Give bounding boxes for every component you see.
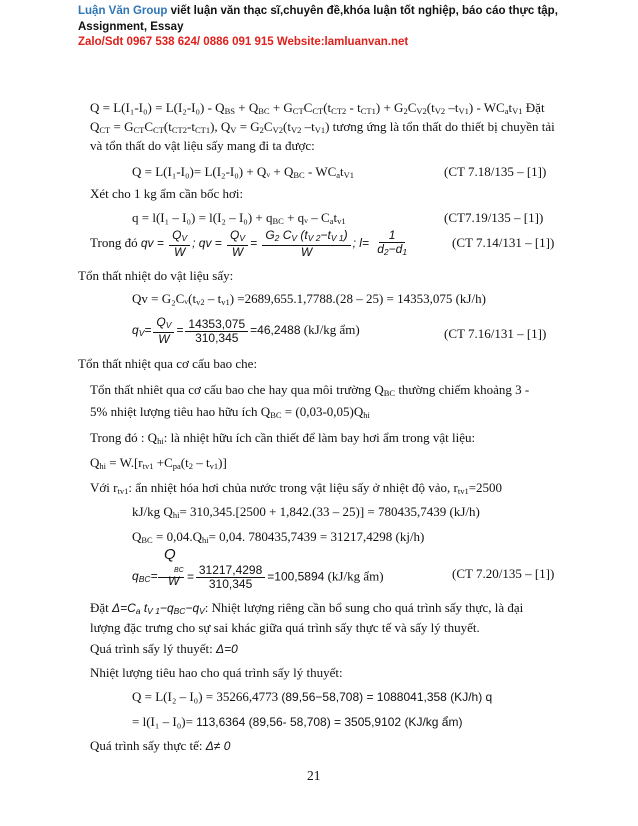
paragraph-text: Quá trình sấy thực tế: Δ≠ 0 — [90, 738, 231, 753]
brand-name: Luận Văn Group — [78, 5, 168, 17]
equation-ct716: $q_V=$ $\frac{Q_V}{W}$ = $\frac{14353,075}{310,345}$ =46,2488 (kJ/kg ẩm) — [132, 315, 360, 347]
section-heading: Tổn thất nhiệt qua cơ cấu bao che: — [78, 356, 258, 371]
formula-reference: (CT 7.18/135 – [1]) — [444, 164, 547, 179]
page-number: 21 — [307, 768, 321, 783]
q-ct-definition: $Q_{CT} = G_{CT}C_{CT}(t_{CT2}-t_{CT1})$, $Q_V = G_2C_{V2}(t_{V2}$ $-t_{V1}$) tương ứng là tổn thất do thiết bị chuyền tải — [90, 119, 555, 135]
formula-reference: (CT 7.20/135 – [1]) — [452, 566, 555, 581]
header-line-2: Assignment, Essay — [78, 20, 184, 33]
paragraph-text: Với $r_{tv1}$: ẩn nhiệt hóa hơi chủa nước trong vật liệu sấy ở nhiệt độ vảo, $r_{tv1}=2500$ — [90, 480, 503, 496]
formula-reference: (CT 7.16/131 – [1]) — [444, 326, 547, 341]
paragraph-text: Tổn thất nhiêt qua cơ cấu bao che hay qua môi trường $Q_{BC}$ thường chiếm khoảng 3 - — [90, 382, 530, 398]
equation-qbc: $Q_{BC} = 0,04.Q_{hi}= 0,04$. 780435,7439 = 31217,4298 (kj/h) — [132, 529, 425, 545]
equation-ct719: $q = l(I_1 - I_0) = l(I_2 - I_0) + q_{BC}$ + qᵥ – $C_at_{v1}$ — [132, 210, 346, 226]
formula-reference: (CT 7.14/131 – [1]) — [452, 235, 555, 250]
section-heading: Tổn thất nhiệt do vật liệu sấy: — [78, 268, 234, 283]
paragraph-text: lượng đặc trưng cho sự sai khác giữa quá trình sấy thực tế và sấy lý thuyết. — [90, 620, 480, 635]
equation-ct714: Trong đó qv = $\frac{Q_V}{W}$ ; qv = $\frac{Q_V}{W}$ = $\frac{G_2 C_V (t_{V 2}-t_{V 1})}{W}$ ; l= $\frac{1}{d_2-d_1}$ — [90, 228, 408, 259]
equation-q-theoretical: Q = L(I₂ – I₀) = 35266,4773 (89,56−58,708) = 1088041,358 (KJ/h) q — [132, 689, 493, 704]
paragraph-text: và tổn thất do vật liệu sấy mang đi ta được: — [90, 138, 315, 153]
equation-q-specific: = l(I₁ – I₀)= 113,6364 (89,56- 58,708) = 3505,9102 (KJ/kg ẩm) — [132, 714, 463, 729]
header-contact: Zalo/Sdt 0967 538 624/ 0886 091 915 Website:lamluanvan.net — [78, 36, 409, 48]
paragraph-text: Nhiệt lượng tiêu hao cho quá trình sấy lý thuyết: — [90, 665, 343, 680]
equation-qv: Qᴠ = $G_2Cᵥ(t_{v2} - t_{v1}) =2689,655.1,7788.(28 - 25) = 14353,075$ (kJ/h) — [132, 291, 486, 307]
equation-q-line: $Q = L(I_1-I_0) = L(I_2-I_0) - Q_{BS} + Q_{BC} + G_{CT}C_{CT}(t_{CT2} - t_{CT1}) + G_2C_{V2}(t_{V2}$ $-t_{V1}) - WC_at_{V1}$ Đặt — [90, 100, 545, 116]
formula-reference: (CT7.19/135 – [1]) — [444, 210, 544, 225]
paragraph-text: Đặt $\Delta=C_a$ $t_{V 1}-q_{BC}-q_V$: Nhiệt lượng riêng cần bổ sung cho quá trình sấy thực, là đại — [90, 600, 524, 616]
paragraph-text: 5% nhiệt lượng tiêu hao hữu ích $Q_{BC} = (0,03-0,05)Q_{hi}$ — [90, 404, 370, 420]
paragraph-text: Trong đó : $Q_{hi}$: là nhiệt hữu ích cần thiết để làm bay hơi ẩm trong vật liệu: — [90, 430, 476, 446]
paragraph-text: Quá trình sấy lý thuyết: Δ=0 — [90, 641, 238, 656]
header-line-1: Luận Văn Group viết luận văn thạc sĩ,chuyên đề,khóa luận tốt nghiệp, báo cáo thực tập, — [78, 5, 558, 17]
equation-ct718: Q = L(I₁-I₀)= L(I₂-I₀) + Qᵥ + $Q_{BC} - WC_at_{V1}$ — [132, 164, 355, 180]
equation-qhi: $Q_{hi} = W.[r_{tv1} +C_{pa}(t_2 - t_{v1})]$ — [90, 455, 227, 471]
page-header — [78, 4, 598, 51]
paragraph-text: Xét cho 1 kg ẩm cần bốc hơi: — [90, 186, 244, 201]
equation-qhi-value: kJ/kg $Q_{hi}= 310,345.[2500 + 1,842.(33 - 25)] = 780435,7439$ (kJ/h) — [132, 504, 480, 520]
